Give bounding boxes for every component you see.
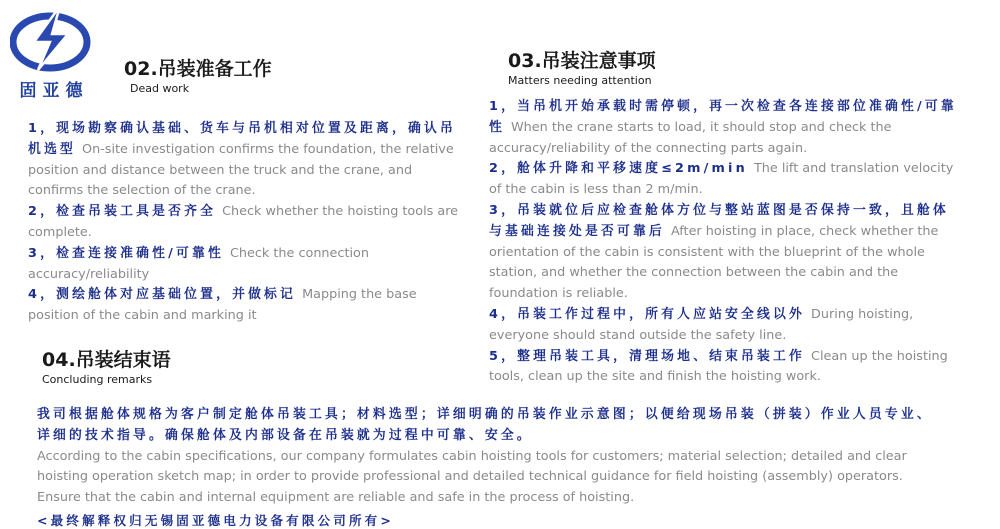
- list-item: [489, 305, 964, 347]
- item-cn-text: 1，当吊机开始承载时需停顿，再一次检查各连接部位准确性/可靠性: [489, 99, 957, 135]
- company-logo: [10, 4, 94, 101]
- item-en-text: Mapping the base position of the cabin and marking it: [28, 287, 417, 324]
- lightning-logo-icon: [10, 4, 94, 76]
- section4-title: 04.吊装结束语: [42, 349, 171, 371]
- item-en-text: Check whether the hoisting tools are complete.: [28, 204, 459, 240]
- list-item: [489, 201, 964, 305]
- item-en-text: After hoisting in place, check whether the orientation of the cabin is consistent with the blueprint of the whole station, and whether the connection between the cabin and the foundation is reliable.: [489, 223, 939, 302]
- section3-title: 03.吊装注意事项: [508, 50, 656, 72]
- section4-subtitle: Concluding remarks: [42, 373, 153, 386]
- item-cn-text: 2，舱体升降和平移速度≤2m/min: [489, 161, 748, 177]
- item-en-text: Check the connection accuracy/reliability: [28, 245, 369, 282]
- section2-subtitle: Dead work: [130, 82, 190, 95]
- section2-list: [28, 119, 470, 327]
- section3-list: [489, 97, 964, 388]
- item-en-text: During hoisting, everyone should stand outside the safety line.: [489, 306, 914, 343]
- list-item: [28, 119, 470, 202]
- list-item: [28, 285, 470, 327]
- list-item: [28, 202, 470, 244]
- item-en-text: Clean up the hoisting tools, clean up the site and finish the hoisting work.: [489, 348, 948, 385]
- conclusion-cn-text: 我司根据舱体规格为客户制定舱体吊装工具；材料选型；详细明确的吊装作业示意图；以便给现场吊装（拼装）作业人员专业、详细的技术指导。确保舱体及内部设备在吊装就为过程中可靠、安全。: [37, 407, 933, 443]
- item-cn-text: 3，检查连接准确性/可靠性: [28, 245, 224, 261]
- item-cn-text: 2，检查吊装工具是否齐全: [28, 204, 217, 220]
- item-cn-text: 5，整理吊装工具，清理场地、结束吊装工作: [489, 348, 806, 364]
- logo-text: 固亚德: [19, 81, 89, 101]
- item-en-text: On-site investigation confirms the foundation, the relative position and distance between the truck and the crane, and confirms the selection of the crane.: [28, 141, 454, 199]
- item-cn-text: 4，测绘舱体对应基础位置，并做标记: [28, 287, 297, 303]
- section2-title: 02.吊装准备工作: [124, 58, 272, 80]
- copyright-notice: <最终解释权归无锡固亚德电力设备有限公司所有>: [37, 513, 395, 528]
- list-item: [28, 244, 470, 286]
- item-cn-text: 4，吊装工作过程中，所有人应站安全线以外: [489, 306, 806, 322]
- item-en-text: When the crane starts to load, it should stop and check the accuracy/reliability of the connecting parts again.: [489, 119, 892, 156]
- section3-subtitle: Matters needing attention: [508, 74, 652, 87]
- list-item: [489, 347, 964, 389]
- item-cn-text: 1，现场勘察确认基础、货车与吊机相对位置及距离，确认吊机选型: [28, 121, 457, 157]
- item-en-text: The lift and translation velocity of the cabin is less than 2 m/min.: [489, 161, 954, 198]
- list-item: [489, 159, 964, 201]
- item-cn-text: 3，吊装就位后应检查舱体方位与整站蓝图是否保持一致，且舱体与基础连接处是否可靠后: [489, 202, 950, 239]
- list-item: [489, 97, 964, 159]
- conclusion-en-text: According to the cabin specifications, our company formulates cabin hoisting tools for customers; material selection; detailed and clear hoisting operation sketch map; in order to provide professional and detailed technical guidance for field hoisting (assembly) operators. Ensure that the cabin and internal equipment are reliable and safe in the process of hoisting.: [37, 448, 907, 506]
- concluding-paragraph: [37, 405, 937, 509]
